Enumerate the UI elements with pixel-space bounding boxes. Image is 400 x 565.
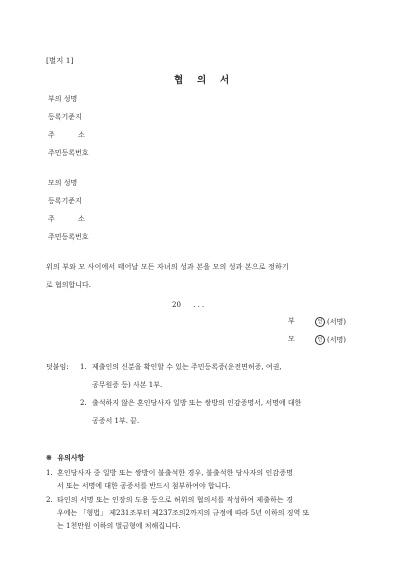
- mother-address-label-2: 소: [78, 215, 85, 223]
- mother-id-label: 주민등록번호: [48, 233, 89, 241]
- father-address-label-2: 소: [78, 131, 85, 139]
- date-separators: . . .: [193, 301, 205, 309]
- note-1-line-1: 혼인당사자 중 일방 또는 쌍방이 불출석한 경우, 불출석한 당사자의 인감증명: [57, 469, 293, 477]
- note-2-line-3: 는 1천만원 이하의 벌금형에 처해집니다.: [57, 522, 181, 530]
- title-char-2: 의: [197, 75, 207, 86]
- mother-sign-label: (서명): [327, 336, 346, 344]
- father-address-label-1: 주: [48, 131, 55, 139]
- mother-registry-label: 등록기준지: [48, 197, 82, 205]
- agreement-line-1: 위의 부와 모 사이에서 태어날 모든 자녀의 성과 본을 모의 성과 본으로 정하기: [46, 263, 289, 271]
- attachment-2-num: 2.: [80, 399, 87, 407]
- document-title: [174, 76, 234, 88]
- notes-title: 유의사항: [57, 453, 85, 462]
- mother-signature: [315, 335, 346, 345]
- father-signature: [315, 317, 346, 327]
- form-number: [별지 1]: [46, 56, 74, 65]
- attachment-1-line-1: 제출인의 신분을 확인할 수 있는 주민등록증(운전면허증, 여권,: [92, 363, 282, 371]
- father-signature-role: 부: [288, 317, 295, 325]
- attachments-label: 덧붙임:: [46, 363, 69, 371]
- father-id-label: 주민등록번호: [48, 149, 89, 157]
- notes-heading: [46, 454, 84, 461]
- seal-icon: 인: [315, 335, 325, 345]
- reference-mark-icon: ※: [46, 453, 52, 462]
- father-name-label: 부의 성명: [48, 95, 78, 103]
- note-2-line-2: 우에는 「형법」 제231조부터 제237조의2까지의 규정에 따라 5년 이하의 징역 또: [57, 509, 310, 517]
- father-registry-label: 등록기준지: [48, 113, 82, 121]
- attachment-1-line-2: 공무원증 등) 사본 1부.: [92, 381, 163, 389]
- note-1-num: 1.: [46, 469, 53, 477]
- attachment-2-line-1: 출석하지 않은 혼인당사자 일방 또는 쌍방의 인감증명서, 서명에 대한: [92, 399, 302, 407]
- date-year-prefix: 20: [172, 301, 181, 309]
- note-2-num: 2.: [46, 496, 53, 504]
- note-1-line-2: 서 또는 서명에 대한 공증서를 반드시 첨부하여야 합니다.: [57, 482, 231, 490]
- father-sign-label: (서명): [327, 318, 346, 326]
- title-char-3: 서: [220, 75, 230, 86]
- agreement-line-2: 로 협의합니다.: [46, 281, 92, 289]
- attachment-2-line-2: 공증서 1부. 끝.: [92, 417, 140, 425]
- title-char-1: 협: [174, 75, 184, 86]
- attachment-1-num: 1.: [80, 363, 87, 371]
- note-2-line-1: 타인의 서명 또는 인장의 도용 등으로 허위의 협의서를 작성하여 제출하는 경: [57, 496, 293, 504]
- mother-signature-role: 모: [288, 335, 295, 343]
- mother-address-label-1: 주: [48, 215, 55, 223]
- mother-name-label: 모의 성명: [48, 179, 78, 187]
- date-line: [172, 302, 204, 309]
- seal-icon: 인: [315, 317, 325, 327]
